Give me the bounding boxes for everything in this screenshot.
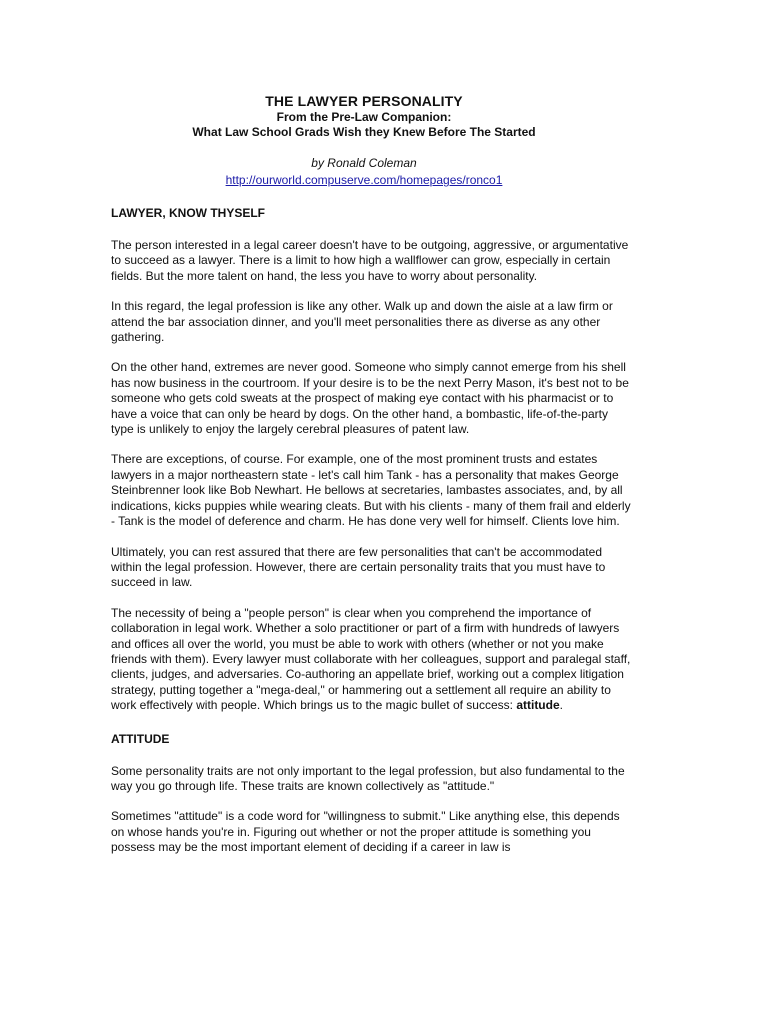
body-paragraph: In this regard, the legal profession is like any other. Walk up and down the aisle at a law firm or attend the bar association dinner, and you'll meet personalities there as diverse as any other gathering.	[111, 299, 613, 345]
body-paragraph: Some personality traits are not only important to the legal profession, but also fundamental to the way you go through life. These traits are known collectively as "attitude."	[111, 763, 625, 793]
body-paragraph: There are exceptions, of course. For example, one of the most prominent trusts and estates lawyers in a major northeastern state - let's call him Tank - has a personality that makes George Steinbrenner look like Bob Newhart. He bellows at secretaries, lambastes associates, and, by all indications, kicks puppies while wearing cleats. But with his clients - many of them frail and elderly - Tank is the model of deference and charm. He has done very well for himself. Clients love him.	[111, 452, 631, 529]
paragraph-text: The necessity of being a "people person" is clear when you comprehend the importance of collaboration in legal work. Whether a solo practitioner or part of a firm with hundreds of lawyers and offices all over the world, you must be able to work with others (whether or not you make friends with them). Every lawyer must collaborate with her colleagues, support and paralegal staff, clients, judges, and adversaries. Co-authoring an appellate brief, working out a complex litigation strategy, putting together a "mega-deal," or hammering out a settlement all require an ability to work effectively with people. Which brings us to the magic bullet of success:	[111, 605, 631, 713]
document-header	[110, 92, 618, 189]
section-heading-lawyer-know-thyself: LAWYER, KNOW THYSELF	[111, 206, 265, 220]
paragraph-end-punctuation: .	[559, 698, 563, 713]
body-paragraph: On the other hand, extremes are never good. Someone who simply cannot emerge from his shell has now business in the courtroom. If your desire is to be the next Perry Mason, it's best not to be someone who gets cold sweats at the prospect of making eye contact with his pharmacist or to have a voice that can only be heard by dogs. On the other hand, a bombastic, life-of-the-party type is unlikely to enjoy the largely cerebral pleasures of patent law.	[111, 360, 629, 437]
emphasis-attitude: attitude	[516, 698, 560, 713]
author-byline: by Ronald Coleman	[311, 156, 417, 170]
body-paragraph: The person interested in a legal career doesn't have to be outgoing, aggressive, or argumentative to succeed as a lawyer. There is a limit to how high a wallflower can grow, especially in certain fields. But the more talent on hand, the less you have to worry about personality.	[111, 238, 629, 283]
author-homepage-link[interactable]: http://ourworld.compuserve.com/homepages/ronco1	[225, 173, 503, 187]
body-paragraph-people-person	[111, 606, 631, 714]
section-heading-attitude: ATTITUDE	[111, 731, 170, 746]
document-body	[111, 206, 631, 871]
document-subtitle-line-1: From the Pre-Law Companion:	[276, 110, 452, 124]
document-title: THE LAWYER PERSONALITY	[265, 93, 463, 109]
body-paragraph: Ultimately, you can rest assured that there are few personalities that can't be accommodated within the legal profession. However, there are certain personality traits that you must have to succeed in law.	[111, 544, 606, 590]
document-subtitle-line-2: What Law School Grads Wish they Knew Before The Started	[192, 125, 536, 139]
body-paragraph: Sometimes "attitude" is a code word for "willingness to submit." Like anything else, this depends on whose hands you're in. Figuring out whether or not the proper attitude is something you possess may be the most important element of deciding if a career in law is	[111, 809, 620, 855]
